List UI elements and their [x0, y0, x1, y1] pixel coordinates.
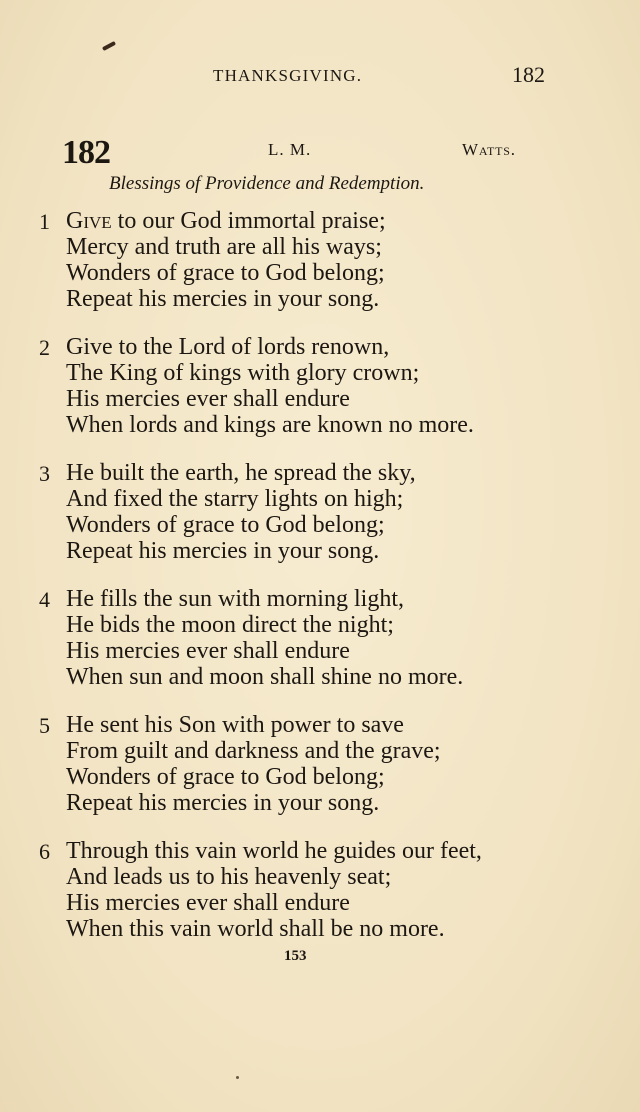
stanza-line: From guilt and darkness and the grave;: [66, 738, 441, 764]
stanza-first-line: Give to the Lord of lords renown,: [66, 334, 390, 360]
stanza-line: [66, 460, 416, 486]
stanza-first-line: He fills the sun with morning light,: [66, 586, 404, 612]
stanza-line: And fixed the starry lights on high;: [66, 486, 404, 512]
stanza-line: [66, 712, 404, 738]
stanza-first-line: Through this vain world he guides our feet,: [66, 838, 482, 864]
page-number: 182: [512, 62, 545, 87]
stanza-number: 3: [39, 461, 50, 486]
stanza-line: His mercies ever shall endure: [66, 638, 350, 664]
stanza-line: Mercy and truth are all his ways;: [66, 234, 382, 260]
stanza-line: [66, 208, 386, 234]
ink-mark: [102, 41, 116, 51]
stanza-1: [0, 204, 640, 330]
running-title: THANKSGIVING.: [213, 66, 363, 85]
hymn-author: Watts.: [462, 140, 516, 159]
stanza-number: 5: [39, 713, 50, 738]
paper-speck: [236, 1076, 239, 1079]
stanza-first-line: to our God immortal praise;: [111, 208, 386, 234]
stanza-list: [0, 204, 640, 960]
stanza-number: 2: [39, 335, 50, 360]
stanza-first-line: He built the earth, he spread the sky,: [66, 460, 416, 486]
stanza-line: His mercies ever shall endure: [66, 386, 350, 412]
stanza-line: When this vain world shall be no more.: [66, 916, 445, 942]
stanza-first-word: Give: [66, 208, 112, 234]
hymn-header: [0, 134, 640, 174]
stanza-line: Wonders of grace to God belong;: [66, 260, 385, 286]
stanza-6: [0, 834, 640, 960]
stanza-line: Wonders of grace to God belong;: [66, 764, 385, 790]
stanza-line: Repeat his mercies in your song.: [66, 286, 380, 312]
stanza-number: 1: [39, 209, 50, 234]
stanza-number: 4: [39, 587, 50, 612]
stanza-line: When sun and moon shall shine no more.: [66, 664, 464, 690]
stanza-line: Repeat his mercies in your song.: [66, 790, 380, 816]
stanza-line: When lords and kings are known no more.: [66, 412, 474, 438]
stanza-line: [66, 586, 404, 612]
stanza-5: [0, 708, 640, 834]
stanza-2: [0, 330, 640, 456]
stanza-3: [0, 456, 640, 582]
hymn-meter: L. M.: [268, 140, 312, 159]
stanza-4: [0, 582, 640, 708]
stanza-line: Repeat his mercies in your song.: [66, 538, 380, 564]
stanza-number: 6: [39, 839, 50, 864]
hymn-subtitle: Blessings of Providence and Redemption.: [109, 173, 425, 194]
stanza-line: His mercies ever shall endure: [66, 890, 350, 916]
stanza-line: [66, 334, 389, 360]
stanza-line: And leads us to his heavenly seat;: [66, 864, 392, 890]
stanza-line: He bids the moon direct the night;: [66, 612, 394, 638]
stanza-line: [66, 838, 482, 864]
stanza-line: Wonders of grace to God belong;: [66, 512, 385, 538]
stanza-line: The King of kings with glory crown;: [66, 360, 420, 386]
hymn-number: 182: [62, 134, 110, 171]
running-head: [0, 64, 640, 88]
folio-number: 153: [284, 948, 307, 964]
stanza-first-line: He sent his Son with power to save: [66, 712, 404, 738]
